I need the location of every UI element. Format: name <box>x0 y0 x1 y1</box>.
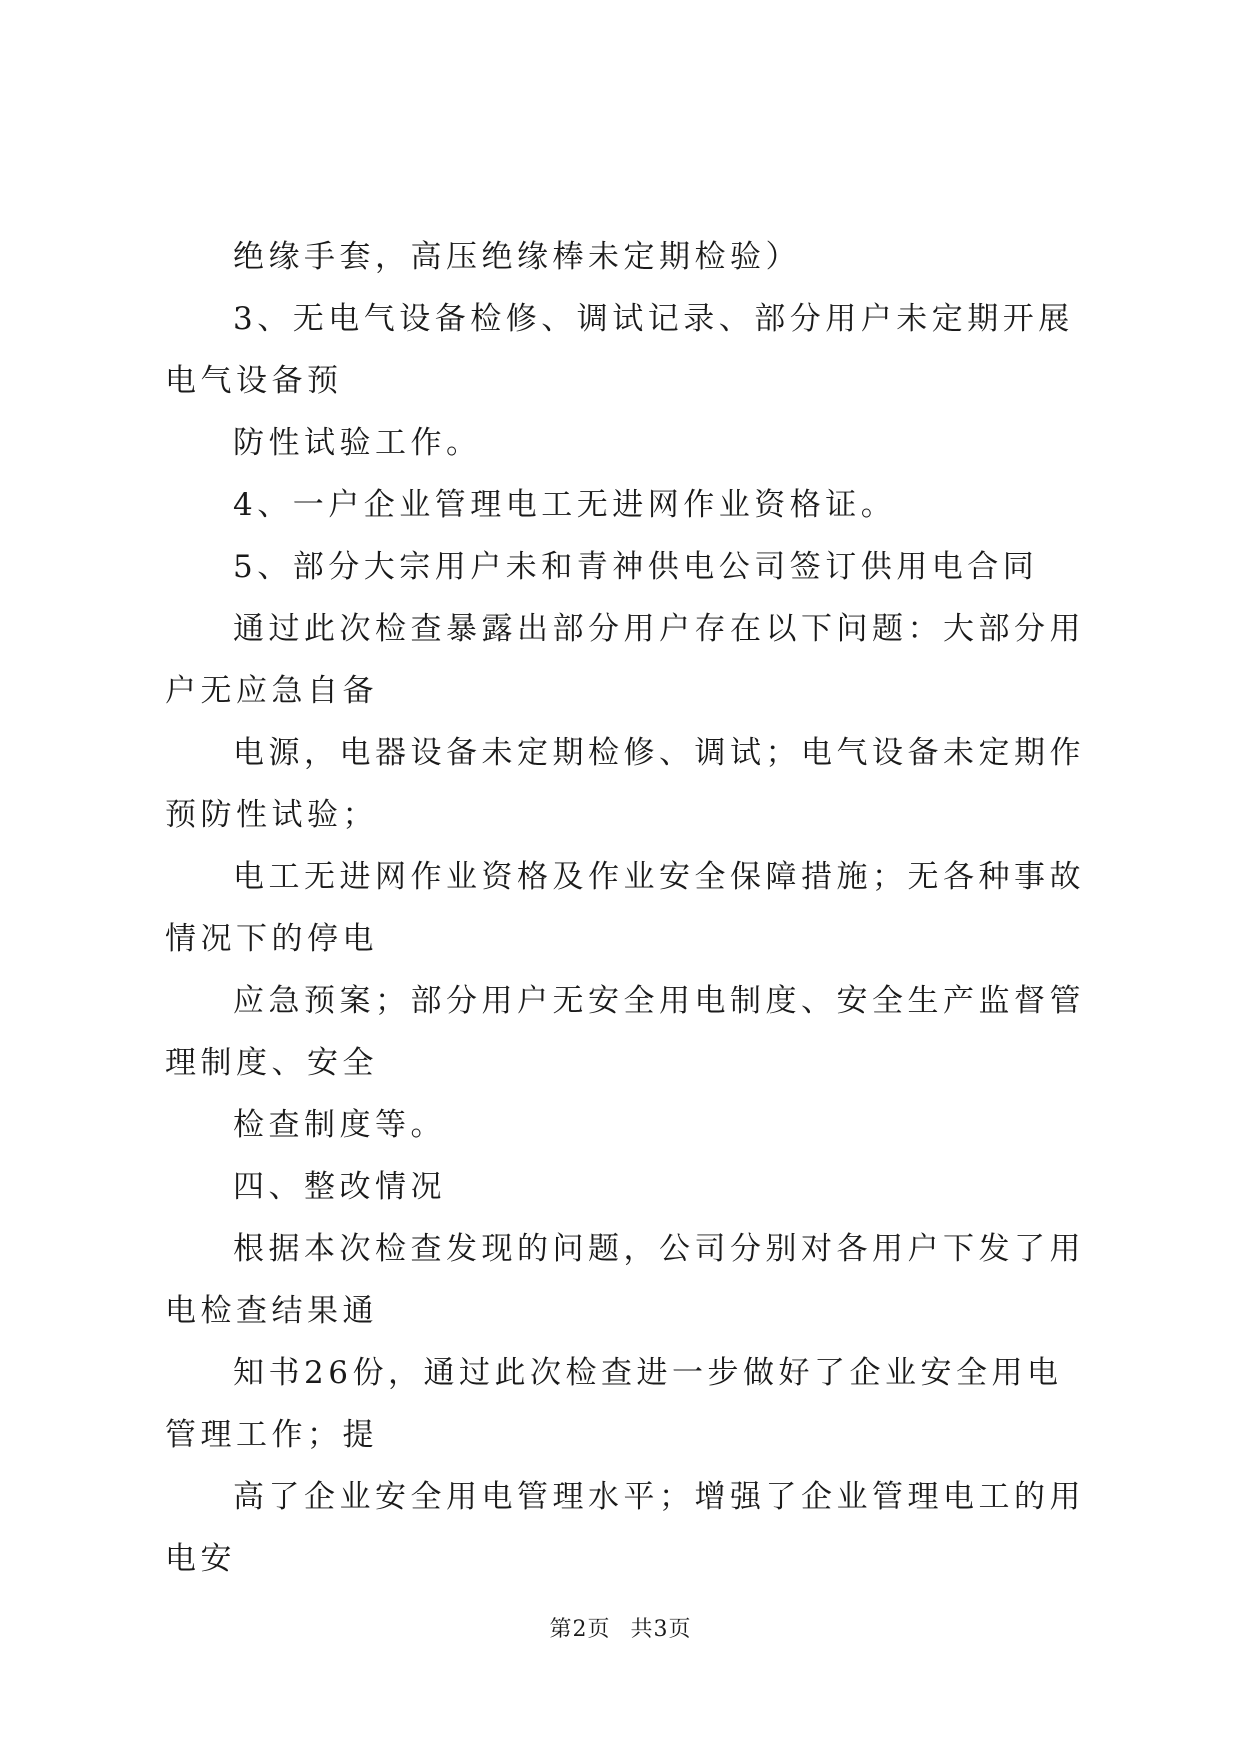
paragraph: 通过此次检查暴露出部分用户存在以下问题：大部分用户无应急自备 <box>165 611 1085 709</box>
paragraph: 绝缘手套，高压绝缘棒未定期检验） <box>233 239 801 275</box>
paragraph: 根据本次检查发现的问题，公司分别对各用户下发了用电检查结果通 <box>165 1231 1085 1329</box>
paragraph: 检查制度等。 <box>233 1107 446 1143</box>
page-footer <box>0 1612 1241 1643</box>
paragraph: 防性试验工作。 <box>233 425 482 461</box>
page-number: 第2页 <box>549 1617 611 1642</box>
paragraph: 4、一户企业管理电工无进网作业资格证。 <box>233 487 897 523</box>
section-heading: 四、整改情况 <box>233 1169 446 1205</box>
page-total: 共3页 <box>630 1617 692 1642</box>
paragraph: 5、部分大宗用户未和青神供电公司签订供用电合同 <box>233 549 1039 585</box>
paragraph: 电源，电器设备未定期检修、调试；电气设备未定期作预防性试验； <box>165 735 1085 833</box>
paragraph: 电工无进网作业资格及作业安全保障措施；无各种事故情况下的停电 <box>165 859 1085 957</box>
paragraph: 应急预案；部分用户无安全用电制度、安全生产监督管理制度、安全 <box>165 983 1085 1081</box>
paragraph: 知书26份，通过此次检查进一步做好了企业安全用电管理工作；提 <box>165 1355 1063 1453</box>
paragraph: 3、无电气设备检修、调试记录、部分用户未定期开展电气设备预 <box>165 301 1074 399</box>
paragraph: 高了企业安全用电管理水平；增强了企业管理电工的用电安 <box>165 1479 1085 1577</box>
document-body <box>165 226 1085 1590</box>
